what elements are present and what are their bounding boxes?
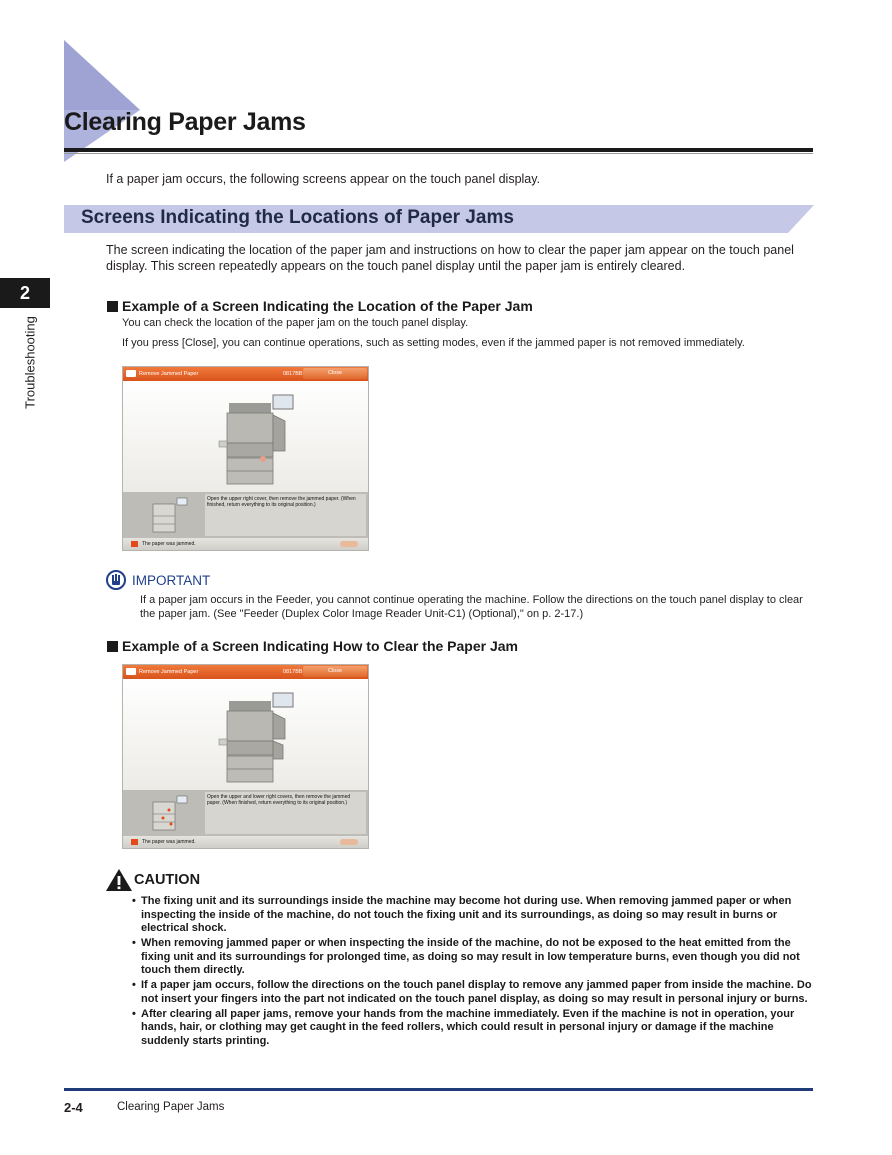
screen-example-clear [122, 664, 369, 849]
example1-line2: If you press [Close], you can continue operations, such as setting modes, even if the jammed paper is not removed immediately. [122, 337, 745, 349]
square-bullet-icon [107, 641, 118, 652]
machine-view [123, 679, 368, 790]
machine-view [123, 381, 368, 492]
screen-title-bar [123, 367, 368, 381]
status-text: The paper was jammed. [142, 839, 196, 845]
status-text: The paper was jammed. [142, 541, 196, 547]
section-title: Screens Indicating the Locations of Paper Jams [81, 207, 514, 228]
printer-illustration-icon [123, 679, 368, 790]
section-description: The screen indicating the location of the paper jam and instructions on how to clear the paper jam appear on the touch panel display. This screen repeatedly appears on the touch panel display until the paper jam is entirely cleared. [106, 243, 794, 273]
screen-example-location [122, 366, 369, 551]
example1-heading [107, 298, 533, 314]
status-bar [123, 538, 368, 550]
footer-rule [64, 1088, 813, 1091]
close-button[interactable]: Close [303, 666, 367, 677]
jam-icon [126, 668, 136, 675]
footer-page-number: 2-4 [64, 1100, 83, 1115]
caution-warning-icon [105, 868, 133, 892]
corner-triangle-decoration [64, 40, 144, 162]
instruction-panel [123, 492, 368, 538]
status-button[interactable] [340, 541, 358, 547]
jam-icon [126, 370, 136, 377]
close-button[interactable]: Close [303, 368, 367, 379]
error-icon [131, 541, 138, 547]
screen-code: 0817BB [283, 669, 303, 675]
caution-item: • If a paper jam occurs, follow the directions on the touch panel display to remove any jammed paper from inside the machine. Do not insert your fingers into the part not indicated on the touch panel display, as doing so may result in personal injury or burns. [132, 979, 817, 1006]
example1-heading-text: Example of a Screen Indicating the Location of the Paper Jam [122, 298, 533, 314]
instruction-panel [123, 790, 368, 836]
instruction-text: Open the upper and lower right covers, then remove the jammed paper. (When finished, return everything to its original position.) [205, 792, 366, 834]
important-hand-icon [106, 570, 126, 590]
intro-text: If a paper jam occurs, the following screens appear on the touch panel display. [106, 172, 541, 186]
status-bar [123, 836, 368, 848]
screen-title: Remove Jammed Paper [139, 371, 199, 377]
important-text: If a paper jam occurs in the Feeder, you cannot continue operating the machine. Follow the directions on the touch panel display to clear the paper jam. (See "Feeder (Duplex Color Image Reader Unit-C1) (Optional)," on p. 2-17.) [140, 594, 803, 620]
caution-item: • After clearing all paper jams, remove your hands from the machine immediately. Even if the machine is not in operation, your hands, hair, or clothing may get caught in the feed rollers, which could result in personal injury or damage if the machine suddenly starts printing. [132, 1008, 817, 1049]
caution-item: • The fixing unit and its surroundings inside the machine may become hot during use. When removing jammed paper or when inspecting the inside of the machine, do not touch the fixing unit and its surroundings, as doing so may result in burns or electrical shock. [132, 895, 817, 936]
caution-label: CAUTION [134, 872, 201, 888]
mini-printer-icon [151, 496, 191, 534]
square-bullet-icon [107, 301, 118, 312]
mini-printer-icon [151, 794, 191, 832]
instruction-text: Open the upper right cover, then remove the jammed paper. (When finished, return everything to its original position.) [205, 494, 366, 536]
footer-title: Clearing Paper Jams [117, 1101, 225, 1113]
status-button[interactable] [340, 839, 358, 845]
example1-line1: You can check the location of the paper jam on the touch panel display. [122, 317, 469, 329]
screen-title: Remove Jammed Paper [139, 669, 199, 675]
chapter-label: Troubleshooting [22, 316, 38, 409]
title-rule [64, 148, 813, 152]
screen-code: 0817BB [283, 371, 303, 377]
error-icon [131, 839, 138, 845]
page-title: Clearing Paper Jams [64, 108, 306, 136]
title-rule-thin [64, 153, 813, 154]
caution-list [132, 895, 817, 1050]
caution-item: • When removing jammed paper or when inspecting the inside of the machine, do not be exposed to the heat emitted from the fixing unit and its surroundings for prolonged time, as doing so may result in low temperature burns, even though you did not touch them directly. [132, 937, 817, 978]
printer-illustration-icon [123, 381, 368, 492]
example2-heading-text: Example of a Screen Indicating How to Clear the Paper Jam [122, 638, 519, 654]
important-label: IMPORTANT [132, 573, 211, 588]
example2-heading [107, 638, 518, 654]
screen-title-bar [123, 665, 368, 679]
chapter-tab: 2 [0, 278, 50, 308]
